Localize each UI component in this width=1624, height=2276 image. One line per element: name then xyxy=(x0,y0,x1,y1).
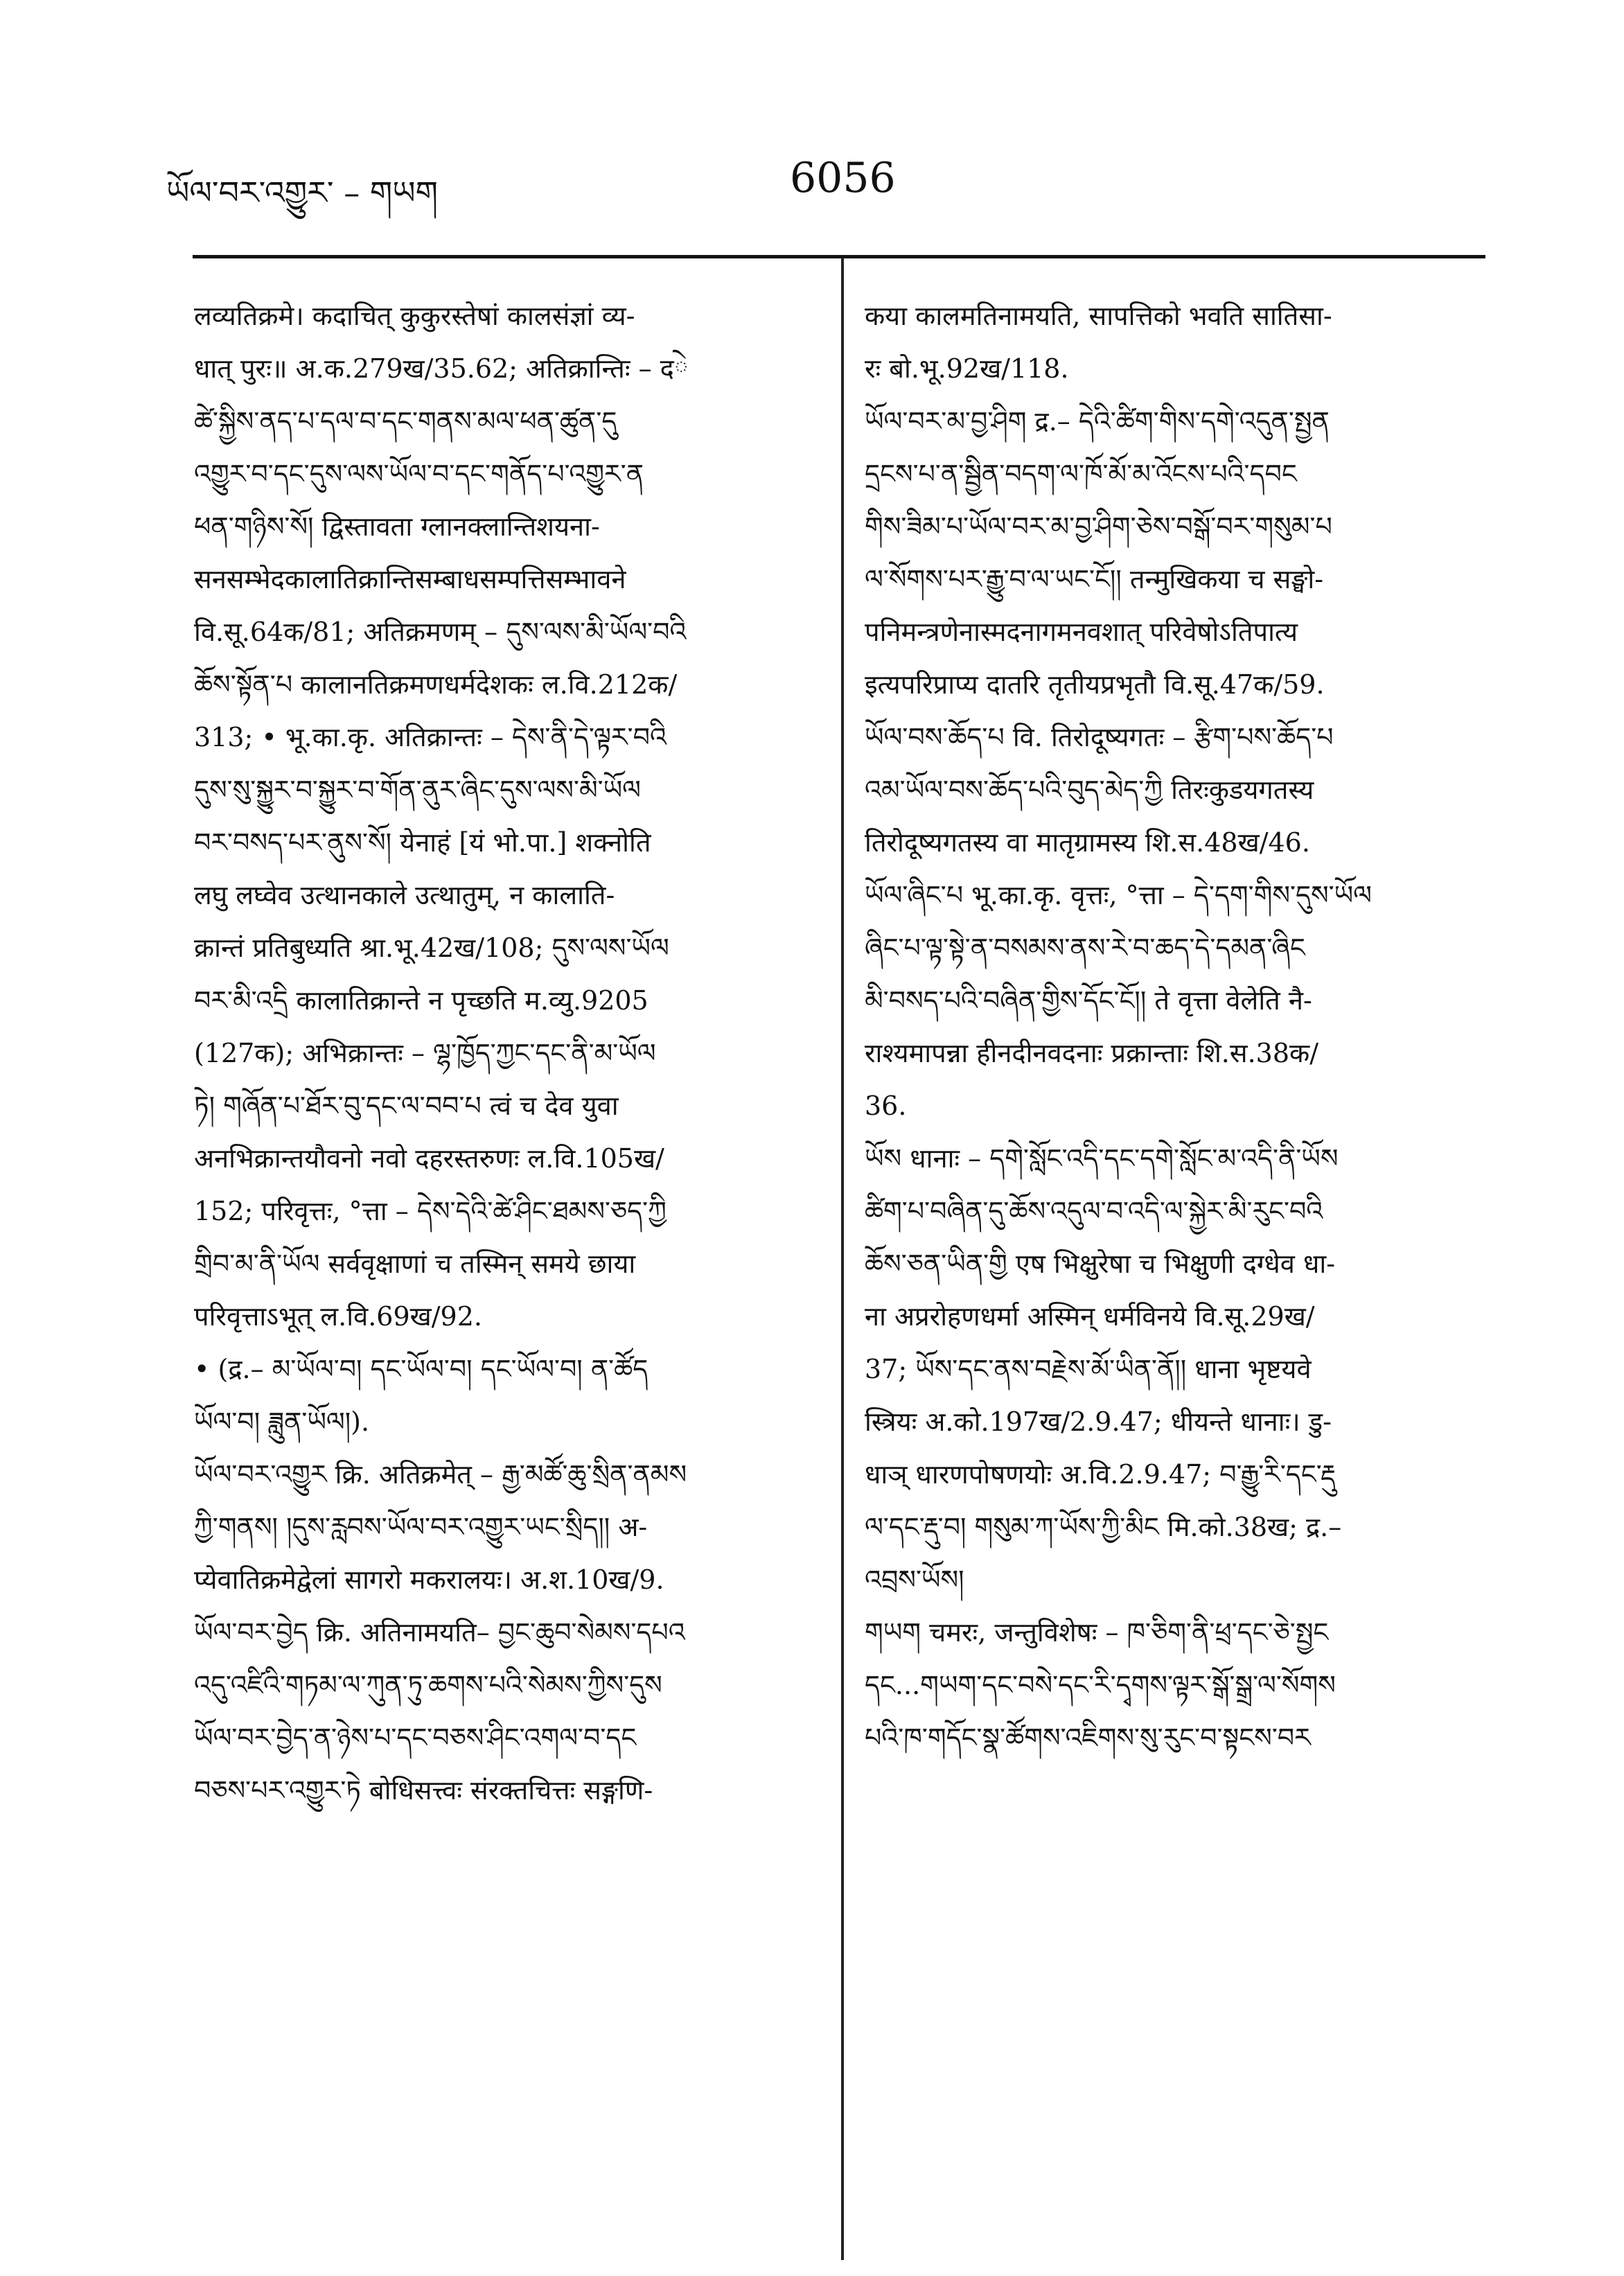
text-line: ना अप्ररोहणधर्मा अस्मिन् धर्मविनये वि.सू.29ख/ xyxy=(865,1301,1315,1332)
text-line: क्रान्तं प्रतिबुध्यति श्रा.भू.42ख/108; དུས་ལས་ཡོལ xyxy=(194,933,669,963)
text-line: ཡོལ་བར་འགྱུར क्रि. अतिक्रमेत् – རྒྱ་མཚོ་ཆུ་སྲིན་ནམས xyxy=(194,1459,687,1490)
text-line: परिवृत्ताऽभूत् ल.वि.69ख/92. xyxy=(194,1301,482,1332)
text-line: वि.सू.64क/81; अतिक्रमणम् – དུས་ལས་མི་ཡོལ་བའི xyxy=(194,617,687,647)
text-line: • (द्र.– མ་ཡོལ་བ། དང་ཡོལ་བ། དང་ཡོལ་བ། ན་ཚོད xyxy=(194,1354,648,1384)
left-column xyxy=(194,290,818,1817)
text-line: सनसम्भेदकालातिक्रान्तिसम्बाधसम्पत्तिसम्भावने xyxy=(194,564,626,594)
text-line: ཡོས धानाः – དགེ་སློང་འདི་དང་དགེ་སློང་མ་འདི་ནི་ཡོས xyxy=(865,1143,1339,1174)
text-line: राश्यमापन्ना हीनदीनवदनाः प्रक्रान्ताः शि.स.38क/ xyxy=(865,1038,1318,1068)
text-line: 36. xyxy=(865,1091,907,1121)
text-line: ཡོལ་བར་བྱེད क्रि. अतिनामयति– བྱང་ཆུབ་སེམས་དཔའ xyxy=(194,1617,685,1648)
text-line: འབྲས་ཡོས། xyxy=(865,1564,964,1595)
text-line: འམ་ཡོལ་བས་ཆོད་པའི་བུད་མེད་ཀྱི तिरःकुडयगतस्य xyxy=(865,775,1314,805)
column-divider xyxy=(841,258,844,2260)
text-line: 313; • भू.का.कृ. अतिक्रान्तः – དེས་ནི་དེ་ལྟར་བའི xyxy=(194,722,667,752)
text-line: ལ་དང་རྡུ་བ། གསུམ་ཀ་ཡོས་ཀྱི་མིང मि.को.38ख; द्र.– xyxy=(865,1512,1342,1542)
text-line: ཆོས་སྟོན་པ कालानतिक्रमणधर्मदेशकः ल.वि.212क/ xyxy=(194,669,678,700)
text-line: धाञ् धारणपोषणयोः अ.वि.2.9.47; བ་རྒྱུ་རི་དང་རྡུ xyxy=(865,1459,1336,1490)
text-line: མི་བསད་པའི་བཞིན་གྱིས་དོང་ངོ།། ते वृत्ता वेलेति नै- xyxy=(865,985,1312,1016)
text-line: ཚེ་སྐྱིས་ནད་པ་དལ་བ་དང་གནས་མལ་ཕན་ཚུན་དུ xyxy=(194,406,617,436)
text-line: ཡོལ་བས་ཆོད་པ वि. तिरोदूष्यगतः – རྩིག་པས་ཆོད་པ xyxy=(865,722,1334,752)
running-head: ཡོལ་བར་འགྱུར་ – གཡག xyxy=(166,174,438,211)
text-line: དྲངས་པ་ན་སྦྱིན་བདག་ལ་ཁོ་མོ་མ་འོངས་པའི་དབང xyxy=(865,459,1297,489)
text-line: དང...གཡག་དང་བསེ་དང་རི་དྭགས་ལྟར་སྒོ་སྒྲ་ལ་སོགས xyxy=(865,1670,1336,1700)
text-line: ཕན་གཉིས་སོ། द्विस्तावता ग्लानक्लान्तिशयना- xyxy=(194,511,600,542)
text-line: पनिमन्त्रणेनास्मदनागमनवशात् परिवेषोऽतिपात्य xyxy=(865,617,1298,647)
text-line: कया कालमतिनामयति, सापत्तिको भवति सातिसा- xyxy=(865,301,1332,331)
text-line: ཚིག་པ་བཞིན་དུ་ཆོས་འདུལ་བ་འདི་ལ་སྐྱེར་མི་རུང་བའི xyxy=(865,1196,1323,1226)
text-line: तिरोदूष्यगतस्य वा मातृग्रामस्य शि.स.48ख/46. xyxy=(865,827,1310,858)
text-line: ཞིང་པ་ལྟ་སྟེ་ན་བསམས་ནས་རེ་བ་ཆད་དེ་དམན་ཞིང xyxy=(865,933,1305,963)
text-line: པའི་ཁ་གདོང་སྣ་ཚོགས་འཇིགས་སུ་རུང་བ་སྟངས་བར xyxy=(865,1722,1311,1753)
text-line: स्त्रियः अ.को.197ख/2.9.47; धीयन्ते धानाः। डु- xyxy=(865,1406,1332,1437)
text-line: अनभिक्रान्तयौवनो नवो दहरस्तरुणः ल.वि.105ख/ xyxy=(194,1143,664,1174)
header-rule xyxy=(193,255,1485,258)
text-line: 37; ཡོས་དང་ནས་བརྗེས་མོ་ཡིན་ནོ།། धाना भृष्टयवे xyxy=(865,1354,1312,1384)
text-line: ལ་སོགས་པར་རྒྱུ་བ་ལ་ཡང་ངོ།། तन्मुखिकया च सङ्घो- xyxy=(865,564,1324,594)
text-line: བར་བསད་པར་ནུས་སོ། येनाहं [यं भो.पा.] शक्नोति xyxy=(194,827,651,858)
text-line: धात् पुरः॥ अ.क.279ख/35.62; अतिक्रान्तिः – दེ xyxy=(194,353,689,384)
text-line: प्येवातिक्रमेद्वेलां सागरो मकरालयः। अ.श.10ख/9. xyxy=(194,1564,664,1595)
text-line: ཏེ། གཞོན་པ་ཐོར་བུ་དང་ལ་བབ་པ त्वं च देव युवा xyxy=(194,1091,619,1121)
right-column xyxy=(865,290,1488,1764)
text-line: (127क); अभिक्रान्तः – ལྷ་ཁྱོད་ཀྱང་དང་ནི་མ་ཡོལ xyxy=(194,1038,656,1068)
text-line: इत्यपरिप्राप्य दातरि तृतीयप्रभृतौ वि.सू.47क/59. xyxy=(865,669,1325,700)
text-line: བཅས་པར་འགྱུར་ཏེ बोधिसत्त्वः संरक्तचित्तः सङ्गणि- xyxy=(194,1775,653,1806)
text-line: लव्यतिक्रमे। कदाचित् कुकुरस्तेषां कालसंज्ञां व्य- xyxy=(194,301,635,331)
text-line: གཡག चमरः, जन्तुविशेषः – ཁ་ཅིག་ནི་ཕྲ་དང་ཅེ་སྤྱང xyxy=(865,1617,1329,1648)
page-number: 6056 xyxy=(790,154,896,202)
text-line: བར་མི་འདྲི कालातिक्रान्ते न पृच्छति म.व्यु.9205 xyxy=(194,985,648,1016)
text-line: ཡོལ་བ། ཟླུན་ཡོལ།). xyxy=(194,1406,370,1437)
text-line: 152; परिवृत्तः, °त्ता – དེས་དེའི་ཚེ་ཤིང་ཐམས་ཅད་ཀྱི xyxy=(194,1196,667,1226)
text-line: ཆོས་ཅན་ཡིན་གྱི एष भिक्षुरेषा च भिक्षुणी दग्धेव धा- xyxy=(865,1249,1336,1279)
text-line: གིས་ཟིམ་པ་ཡོལ་བར་མ་བྱ་ཤིག་ཅེས་བསྒོ་བར་གསུམ་པ xyxy=(865,511,1332,542)
text-line: रः बो.भू.92ख/118. xyxy=(865,353,1069,384)
text-line: ཡོལ་ཞིང་པ भू.का.कृ. वृत्तः, °त्ता – དེ་དག་གིས་དུས་ཡོལ xyxy=(865,880,1372,910)
text-line: ཡོལ་བར་མ་བྱ་ཤིག द्र.– དེའི་ཚིག་གིས་དགེ་འདུན་སྤྱན xyxy=(865,406,1330,436)
text-line: འདུ་འཛིའི་གཏམ་ལ་ཀུན་ཏུ་ཆགས་པའི་སེམས་ཀྱིས་དུས xyxy=(194,1670,662,1700)
text-line: དུས་སུ་སྐྱུར་བ་སྐྱུར་བ་གོན་ནུར་ཞིང་དུས་ལས་མི་ཡོལ xyxy=(194,775,641,805)
text-line: གྲིབ་མ་ནི་ཡོལ सर्ववृक्षाणां च तस्मिन् समये छाया xyxy=(194,1249,636,1279)
text-line: लघु लघ्वेव उत्थानकाले उत्थातुम्, न कालाति- xyxy=(194,880,615,910)
text-line: ཡོལ་བར་བྱེད་ན་ཉེས་པ་དང་བཅས་ཤིང་འགལ་བ་དང xyxy=(194,1722,637,1753)
text-line: ཀྱི་གནས། །དུས་རླབས་ཡོལ་བར་འགྱུར་ཡང་སྲིད།། अ- xyxy=(194,1512,648,1542)
text-line: འགྱུར་བ་དང་དུས་ལས་ཡོལ་བ་དང་གནོད་པ་འགྱུར་ན xyxy=(194,459,644,489)
